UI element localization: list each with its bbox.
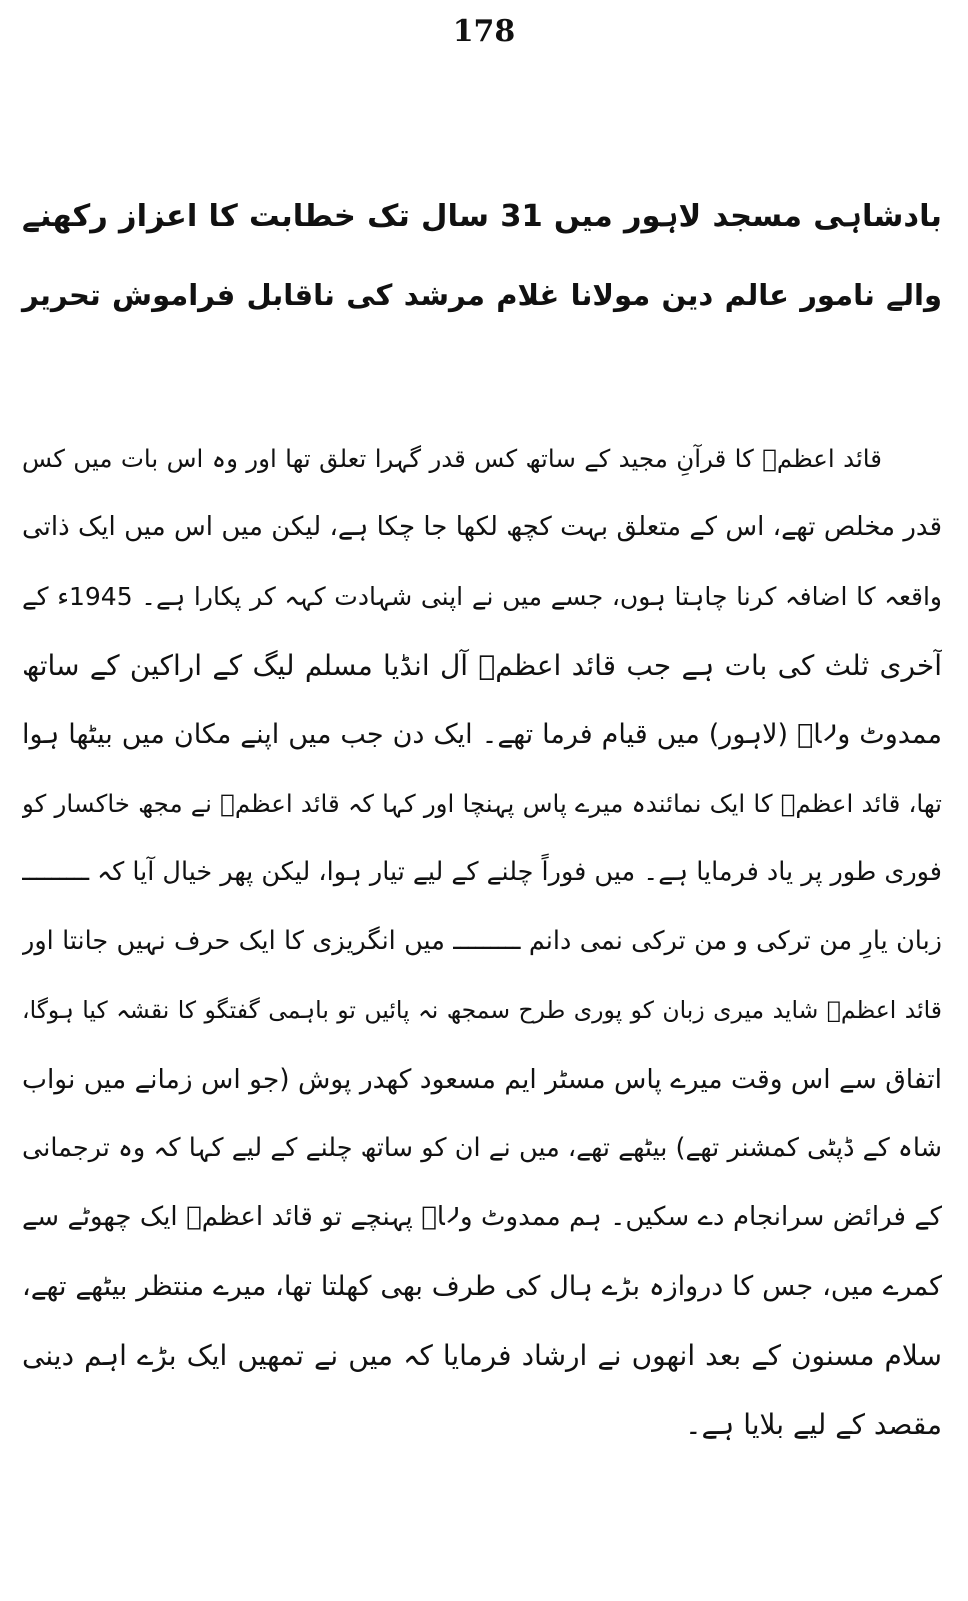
title-line-2: والے نامور عالم دین مولانا غلام مرشد کی ناقابل فراموش تحریر [22,278,942,312]
body-line-14: سلام مسنون کے بعد انھوں نے ارشاد فرمایا کہ میں نے تمھیں ایک بڑے اہم دینی [22,1339,942,1372]
body-line-7: فوری طور پر یاد فرمایا ہے۔ میں فوراً چلنے کے لیے تیار ہوا، لیکن پھر خیال آیا کہ ـــــــــ [22,857,942,887]
body-line-12: کے فرائض سرانجام دے سکیں۔ ہم ممدوٹ ولاؒ پہنچے تو قائد اعظمؒ ایک چھوٹے سے [22,1202,942,1232]
body-line-3: واقعہ کا اضافہ کرنا چاہتا ہوں، جسے میں نے اپنی شہادت کہہ کر پکارا ہے۔ 1945ء کے [22,582,942,611]
article-title [22,178,942,334]
body-line-6: تھا، قائد اعظمؒ کا ایک نمائندہ میرے پاس پہنچا اور کہا کہ قائد اعظمؒ نے مجھ خاکسار کو [22,789,942,818]
article-body [22,424,942,1459]
body-line-9: قائد اعظمؒ شاید میری زبان کو پوری طرح سمجھ نہ پائیں تو باہمی گفتگو کا نقشہ کیا ہوگا، [22,996,942,1024]
body-line-4: آخری ثلث کی بات ہے جب قائد اعظمؒ آل انڈیا مسلم لیگ کے اراکین کے ساتھ [22,649,942,682]
body-line-13: کمرے میں، جس کا دروازہ بڑے ہال کی طرف بھی کھلتا تھا، میرے منتظر بیٹھے تھے، [22,1271,942,1302]
body-line-1: قائد اعظمؒ کا قرآنِ مجید کے ساتھ کس قدر گہرا تعلق تھا اور وہ اس بات میں کس [22,444,882,473]
body-line-11: شاہ کے ڈپٹی کمشنر تھے) بیٹھے تھے، میں نے ان کو ساتھ چلنے کے لیے کہا کہ وہ ترجمانی [22,1133,942,1163]
body-line-15: مقصد کے لیے بلایا ہے۔ [685,1408,942,1441]
body-line-10: اتفاق سے اس وقت میرے پاس مسٹر ایم مسعود کھدر پوش (جو اس زمانے میں نواب [22,1064,942,1095]
body-line-2: قدر مخلص تھے، اس کے متعلق بہت کچھ لکھا جا چکا ہے، لیکن میں اس میں ایک ذاتی [22,512,942,542]
title-line-1: بادشاہی مسجد لاہور میں 31 سال تک خطابت کا اعزاز رکھنے [22,199,942,234]
page-number: 178 [452,14,516,49]
body-line-5: ممدوٹ ولاؒ (لاہور) میں قیام فرما تھے۔ ایک دن جب میں اپنے مکان میں بیٹھا ہوا [22,719,942,750]
body-line-8: زبان یارِ من ترکی و من ترکی نمی دانم ـــــــــ میں انگریزی کا ایک حرف نہیں جانتا اور [22,926,942,956]
